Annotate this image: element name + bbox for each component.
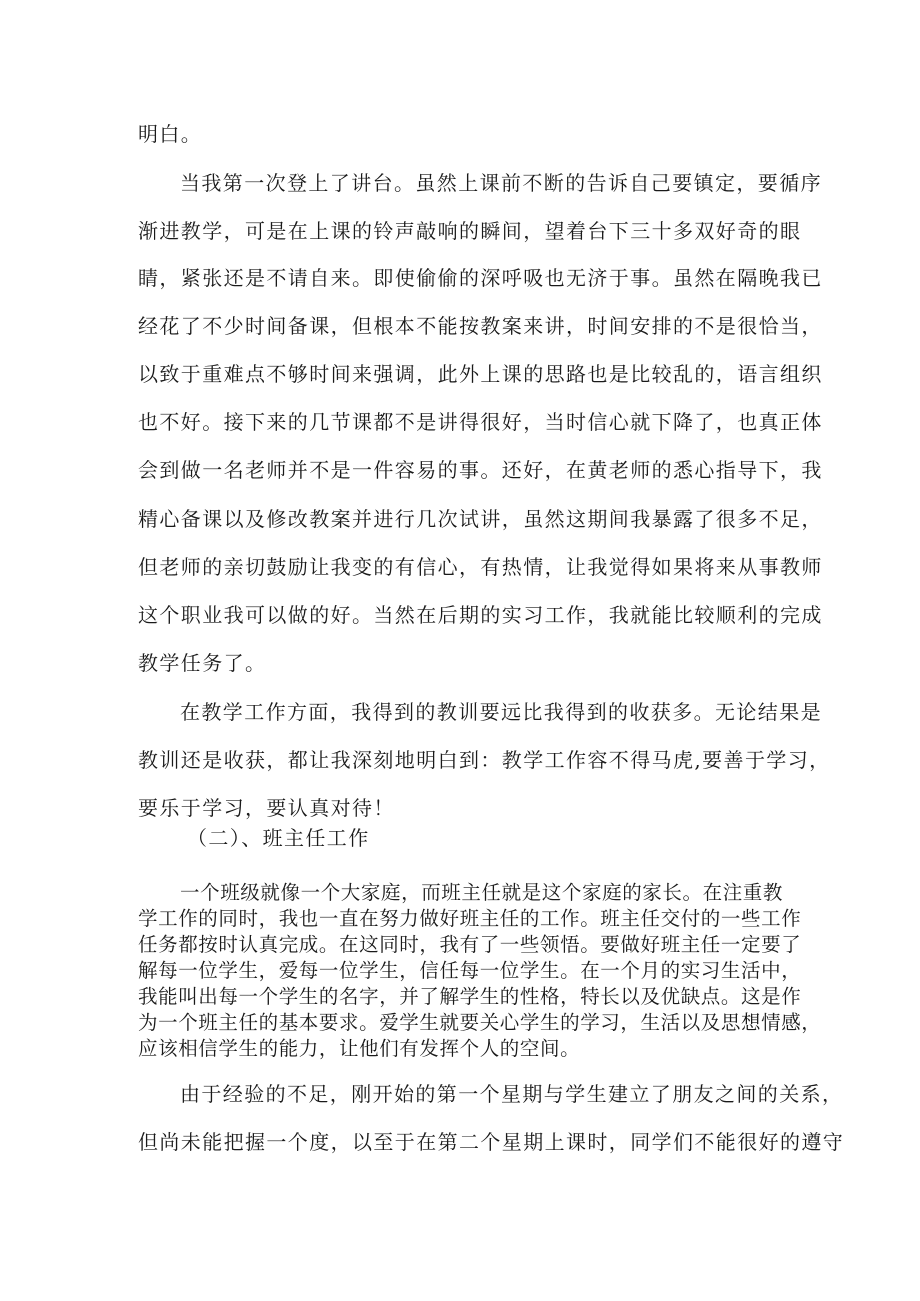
paragraph-line: 但老师的亲切鼓励让我变的有信心，有热情，让我觉得如果将来从事教师	[138, 555, 823, 579]
paragraph-line: 要乐于学习，要认真对待！	[138, 796, 395, 820]
paragraph-line: 明白。	[138, 122, 203, 146]
paragraph-line: 解每一位学生，爱每一位学生，信任每一位学生。在一个月的实习生活中，	[138, 959, 802, 982]
paragraph-line: 经花了不少时间备课，但根本不能按教案来讲，时间安排的不是很恰当，	[138, 314, 823, 338]
paragraph-line: 在教学工作方面，我得到的教训要远比我得到的收获多。无论结果是	[180, 700, 822, 724]
paragraph-line: 睛，紧张还是不请自来。即使偷偷的深呼吸也无济于事。虽然在隔晚我已	[138, 266, 823, 290]
paragraph-line: 当我第一次登上了讲台。虽然上课前不断的告诉自己要镇定，要循序	[180, 171, 822, 195]
paragraph-line: 也不好。接下来的几节课都不是讲得很好，当时信心就下降了，也真正体	[138, 410, 823, 434]
section-heading: （二）、班主任工作	[187, 826, 370, 850]
paragraph-line: 会到做一名老师并不是一件容易的事。还好，在黄老师的悉心指导下，我	[138, 458, 823, 482]
paragraph-line: 应该相信学生的能力，让他们有发挥个人的空间。	[138, 1037, 581, 1060]
paragraph-line: 为一个班主任的基本要求。爱学生就要关心学生的学习，生活以及思想情感，	[138, 1011, 822, 1034]
paragraph-line: 精心备课以及修改教案并进行几次试讲，虽然这期间我暴露了很多不足，	[138, 507, 823, 531]
paragraph-line: 这个职业我可以做的好。当然在后期的实习工作，我就能比较顺利的完成	[138, 603, 823, 627]
paragraph-line: 教学任务了。	[138, 651, 267, 675]
paragraph-line: 一个班级就像一个大家庭，而班主任就是这个家庭的家长。在注重教	[180, 881, 784, 904]
paragraph-line: 我能叫出每一个学生的名字，并了解学生的性格，特长以及优缺点。这是作	[138, 985, 802, 1008]
paragraph-line: 任务都按时认真完成。在这同时，我有了一些领悟。要做好班主任一定要了	[138, 933, 802, 956]
paragraph-line: 学工作的同时，我也一直在努力做好班主任的工作。班主任交付的一些工作	[138, 907, 802, 930]
paragraph-line: 渐进教学，可是在上课的铃声敲响的瞬间，望着台下三十多双好奇的眼	[138, 219, 802, 243]
paragraph-line: 但尚未能把握一个度，以至于在第二个星期上课时，同学们不能很好的遵守	[138, 1130, 845, 1154]
paragraph-line: 教训还是收获，都让我深刻地明白到：教学工作容不得马虎,要善于学习，	[138, 748, 831, 772]
paragraph-line: 以致于重难点不够时间来强调，此外上课的思路也是比较乱的，语言组织	[138, 362, 823, 386]
paragraph-line: 由于经验的不足，刚开始的第一个星期与学生建立了朋友之间的关系，	[180, 1082, 844, 1106]
